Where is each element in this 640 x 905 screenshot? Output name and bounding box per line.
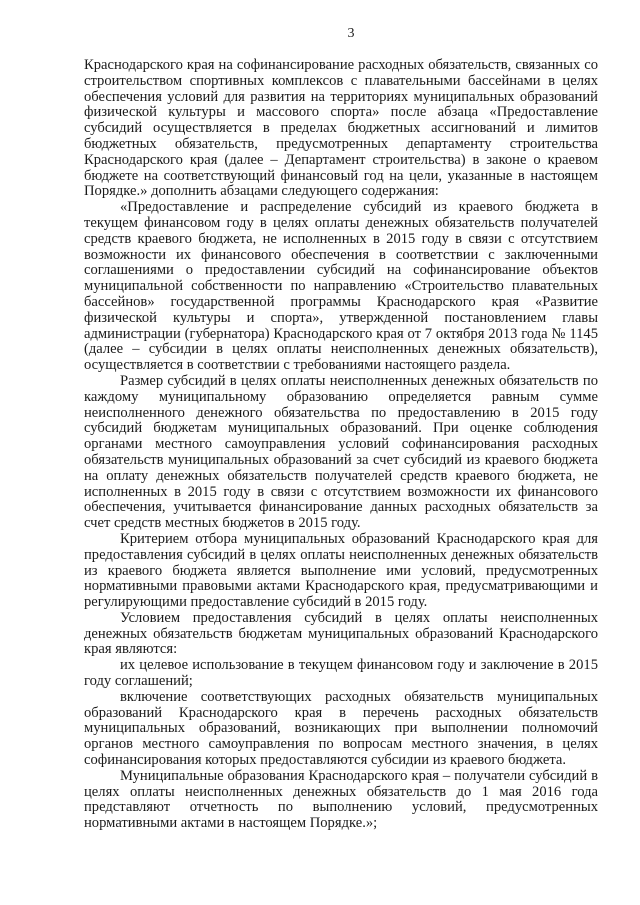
paragraph-6: их целевое использование в текущем финансовом году и заключение в 2015 году соглашений;: [84, 657, 598, 690]
page-number: 3: [347, 26, 355, 41]
paragraph-8: Муниципальные образования Краснодарского края – получатели субсидий в целях оплаты неисполненных денежных обязательств до 1 мая 2016 года представляют отчетность по выполнению условий, предусмотренных нормативными актами в настоящем Порядке.»;: [84, 767, 598, 832]
paragraph-1: Краснодарского края на софинансирование расходных обязательств, связанных со строительством спортивных комплексов с плавательными бассейнами в целях обеспечения условий для развития на территориях муниципальных образований физической культуры и массового спорта» после абзаца «Предоставление субсидий осуществляется в пределах бюджетных ассигнований и лимитов бюджетных обязательств, предусмотренных департаменту строительства Краснодарского края (далее – Департамент строительства) в законе о краевом бюджете на соответствующий финансовый год на цели, указанные в настоящем Порядке.» дополнить абзацами следующего содержания:: [84, 57, 598, 200]
paragraph-4: Критерием отбора муниципальных образований Краснодарского края для предоставления субсидий в целях оплаты неисполненных денежных обязательств из краевого бюджета является выполнение ими условий, предусмотренных нормативными правовыми актами Краснодарского края, предусматривающими и регулирующими предоставление субсидий в 2015 году.: [84, 530, 598, 611]
paragraph-5: Условием предоставления субсидий в целях оплаты неисполненных денежных обязательств бюджетам муниципальных образований Краснодарского края являются:: [84, 609, 598, 658]
paragraph-3: Размер субсидий в целях оплаты неисполненных денежных обязательств по каждому муниципальному образованию определяется равным сумме неисполненного денежного обязательства по предоставлению в 2015 году субсидий бюджетам муниципальных образований. При оценке соблюдения органами местного самоуправления условий софинансирования расходных обязательств муниципальных образований за счет субсидий из краевого бюджета на оплату денежных обязательств получателей средств краевого бюджета, не исполненных в 2015 году в связи с отсутствием возможности их финансового обеспечения, учитывается финансирование данных расходных обязательств за счет средств местных бюджетов в 2015 году.: [84, 372, 598, 532]
paragraph-7: включение соответствующих расходных обязательств муниципальных образований Краснодарского края в перечень расходных обязательств муниципальных образований, возникающих при выполнении полномочий органов местного самоуправления по вопросам местного значения, в целях софинансирования которых предоставляются субсидии из краевого бюджета.: [84, 688, 598, 769]
paragraph-2: «Предоставление и распределение субсидий из краевого бюджета в текущем финансовом году в целях оплаты денежных обязательств получателей средств краевого бюджета, не исполненных в 2015 году в связи с отсутствием возможности их финансового обеспечения в соответствии с заключенными соглашениями о предоставлении субсидий на софинансирование объектов муниципальной собственности по направлению «Строительство плавательных бассейнов» государственной программы Краснодарского края «Развитие физической культуры и спорта», утвержденной постановлением главы администрации (губернатора) Краснодарского края от 7 октября 2013 года № 1145 (далее – субсидии в целях оплаты неисполненных денежных обязательств), осуществляется в соответствии с требованиями настоящего раздела.: [84, 199, 598, 374]
